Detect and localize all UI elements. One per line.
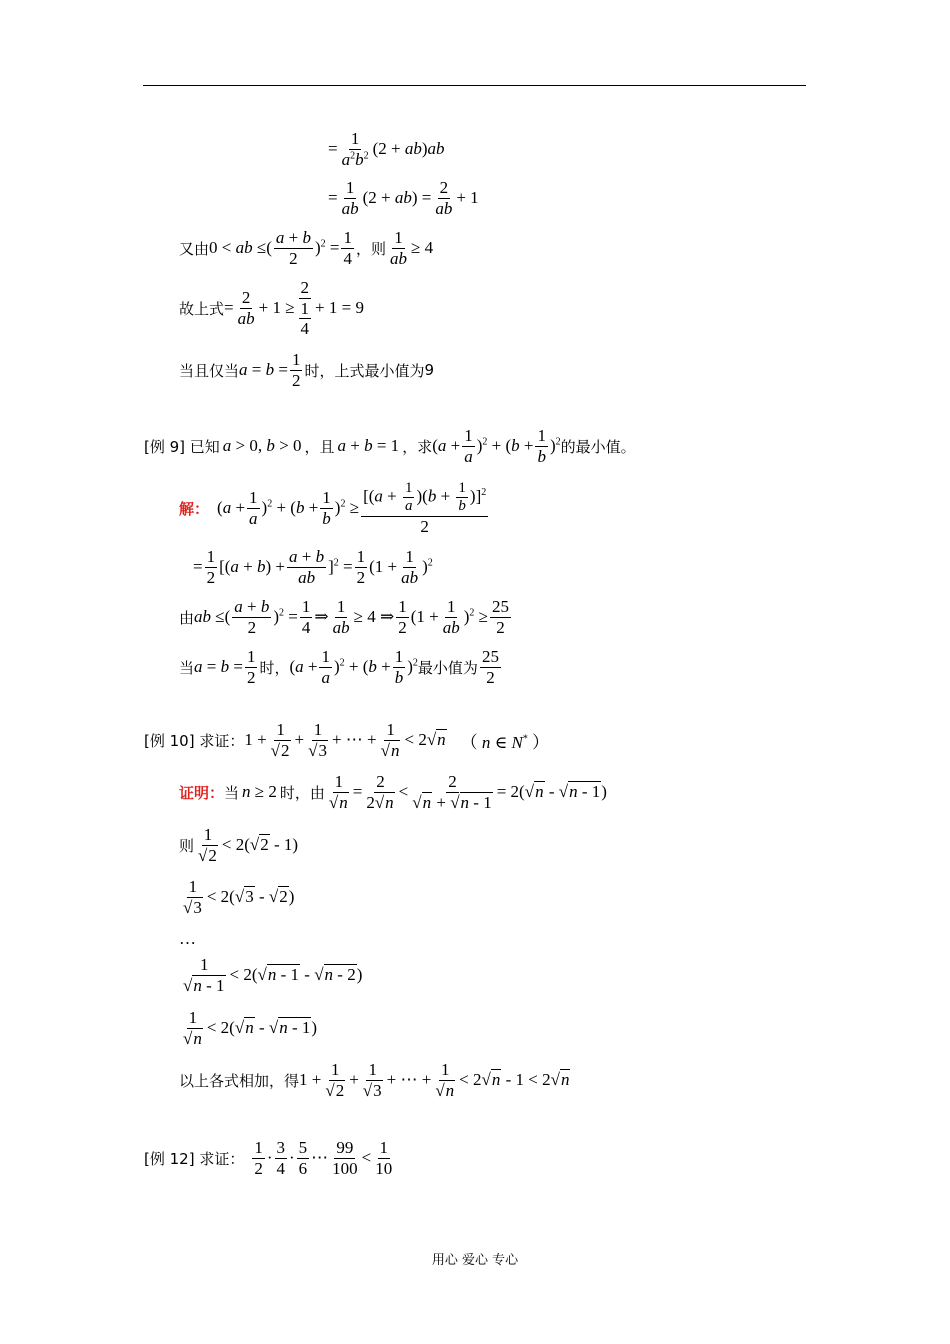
proof-10-line-1: 证明： 当 n ≥ 2 时，由 1 √ n = $\frac{2}{2√ n}$ < 2 √ n + √ n - 1 = 2(√ n - √ n - 1) — [179, 772, 607, 812]
header-rule — [143, 85, 806, 86]
math-line-1: = $\frac{1}{a^2b^2}$ (2 + ab)ab — [328, 129, 445, 169]
math-line-2: = $\frac{1}{ab}$ (2 + ab) = $\frac{2}{ab}$ + 1 — [328, 178, 479, 218]
text-comma-ze: ，则 — [355, 239, 386, 258]
text-dang2: 当 — [224, 783, 240, 802]
text-min-label: 最小值为 — [417, 658, 478, 677]
solution-9-line-1: 解： (a + $\frac{1}{a}$ )$^2$ + (b + $\frac{1}{b}$ )$^2$ ≥ [(a + $\frac{1}{a}$ )(b + $\frac{1}{b}$ )]$^2$ 2 — [179, 480, 487, 536]
example-12-label: [例 12] 求证： — [144, 1149, 245, 1168]
text-shi: 时， — [259, 658, 290, 677]
text-ex9-and: ，且 — [304, 437, 335, 456]
proof-10-line-2: 则 1 √ 2 < 2(√ 2 - 1) — [179, 825, 298, 865]
text-n-ge-2-shi: 时，由 — [279, 783, 325, 802]
solution-9-line-2: = $\frac{1}{2}$ [(a + b) + $\frac{a + b}{ab}$ ]$^2$ = $\frac{1}{2}$ (1 + $\frac{1}{ab}$ )$^2$ — [193, 547, 433, 587]
text-ex9-tail: 的最小值。 — [560, 437, 636, 456]
text-you: 由 — [179, 608, 195, 627]
example-10-statement: [例 10] 求证： 1 + 1 √ 2 + 1 √ 3 + ⋯ + 1 √ n < 2√ n （ n ∈ N* ） — [144, 720, 549, 760]
text-gushangshi: 故上式 — [179, 299, 225, 318]
proof-10-line-4: 1 √ n - 1 < 2(√ n - 1 - √ n - 2) — [179, 955, 362, 995]
proof-10-line-6: 以上各式相加，得 1 + 1 √ 2 + 1 √ 3 + ⋯ + 1 √ n < 2√ n - 1 < 2√ n — [179, 1060, 570, 1100]
proof-10-line-3: 1 √ 3 < 2(√ 3 - √ 2) — [179, 877, 294, 917]
text-dangqiedang: 当且仅当 — [179, 361, 240, 380]
text-nine: 9 — [424, 361, 435, 380]
page-footer: 用心 爱心 专心 — [431, 1253, 519, 1268]
solution-label: 解： — [179, 500, 210, 518]
text-dang: 当 — [179, 658, 195, 677]
text-youyou: 又由 — [179, 239, 210, 258]
solution-9-line-3: 由 ab ≤( $\frac{a + b}{2}$ )$^2$ = $\frac{1}{4}$ ⇒ $\frac{1}{ab}$ ≥ 4 ⇒ $\frac{1}{2}$ (1 + $\frac{1}{ab}$ )$^2$ ≥ $\frac{25}{2}$ — [179, 597, 509, 637]
text-sum: 以上各式相加，得 — [179, 1071, 300, 1090]
text-ze: 则 — [179, 836, 195, 855]
example-9-label: [例 9] 已知 — [144, 437, 220, 456]
proof-10-line-5: 1 √ n < 2(√ n - √ n - 1) — [179, 1008, 317, 1048]
text-min-value: 时，上式最小值为 — [304, 361, 425, 380]
proof-label: 证明： — [179, 783, 225, 802]
proof-10-ellipsis — [179, 929, 196, 949]
text-dots: … — [179, 929, 196, 948]
text-ex9-qiu: ，求 — [402, 437, 433, 456]
math-line-5: 当且仅当 a = b = $\frac{1}{2}$ 时，上式最小值为 9 — [179, 350, 435, 390]
solution-9-line-4: 当 a = b = $\frac{1}{2}$ 时， (a + $\frac{1}{a}$ )$^2$ + (b + $\frac{1}{b}$ )$^2$ 最小值为 $\frac{25}{2}$ — [179, 647, 499, 687]
example-12-statement: [例 12] 求证： $\frac{1}{2}$ · $\frac{3}{4}$ · $\frac{5}{6}$ ⋯ $\frac{99}{100}$ < $\frac{1}{10}$ — [144, 1138, 393, 1178]
math-line-3: 又由 0 < ab ≤( $\frac{a + b}{2}$ )$^2$ = $\frac{1}{4}$ ，则 $\frac{1}{ab}$ ≥ 4 — [179, 228, 434, 268]
math-line-4: 故上式 = $\frac{2}{ab}$ + 1 ≥ $\frac{2}{\frac{1}{4}}$ + 1 = 9 — [179, 278, 364, 339]
example-10-label: [例 10] 求证： — [144, 731, 245, 750]
example-9-statement: [例 9] 已知 a > 0, b > 0 ，且 a + b = 1 ，求 (a + $\frac{1}{a}$ )$^2$ + (b + $\frac{1}{b}$ )$^2$ 的最小值。 — [144, 426, 636, 466]
